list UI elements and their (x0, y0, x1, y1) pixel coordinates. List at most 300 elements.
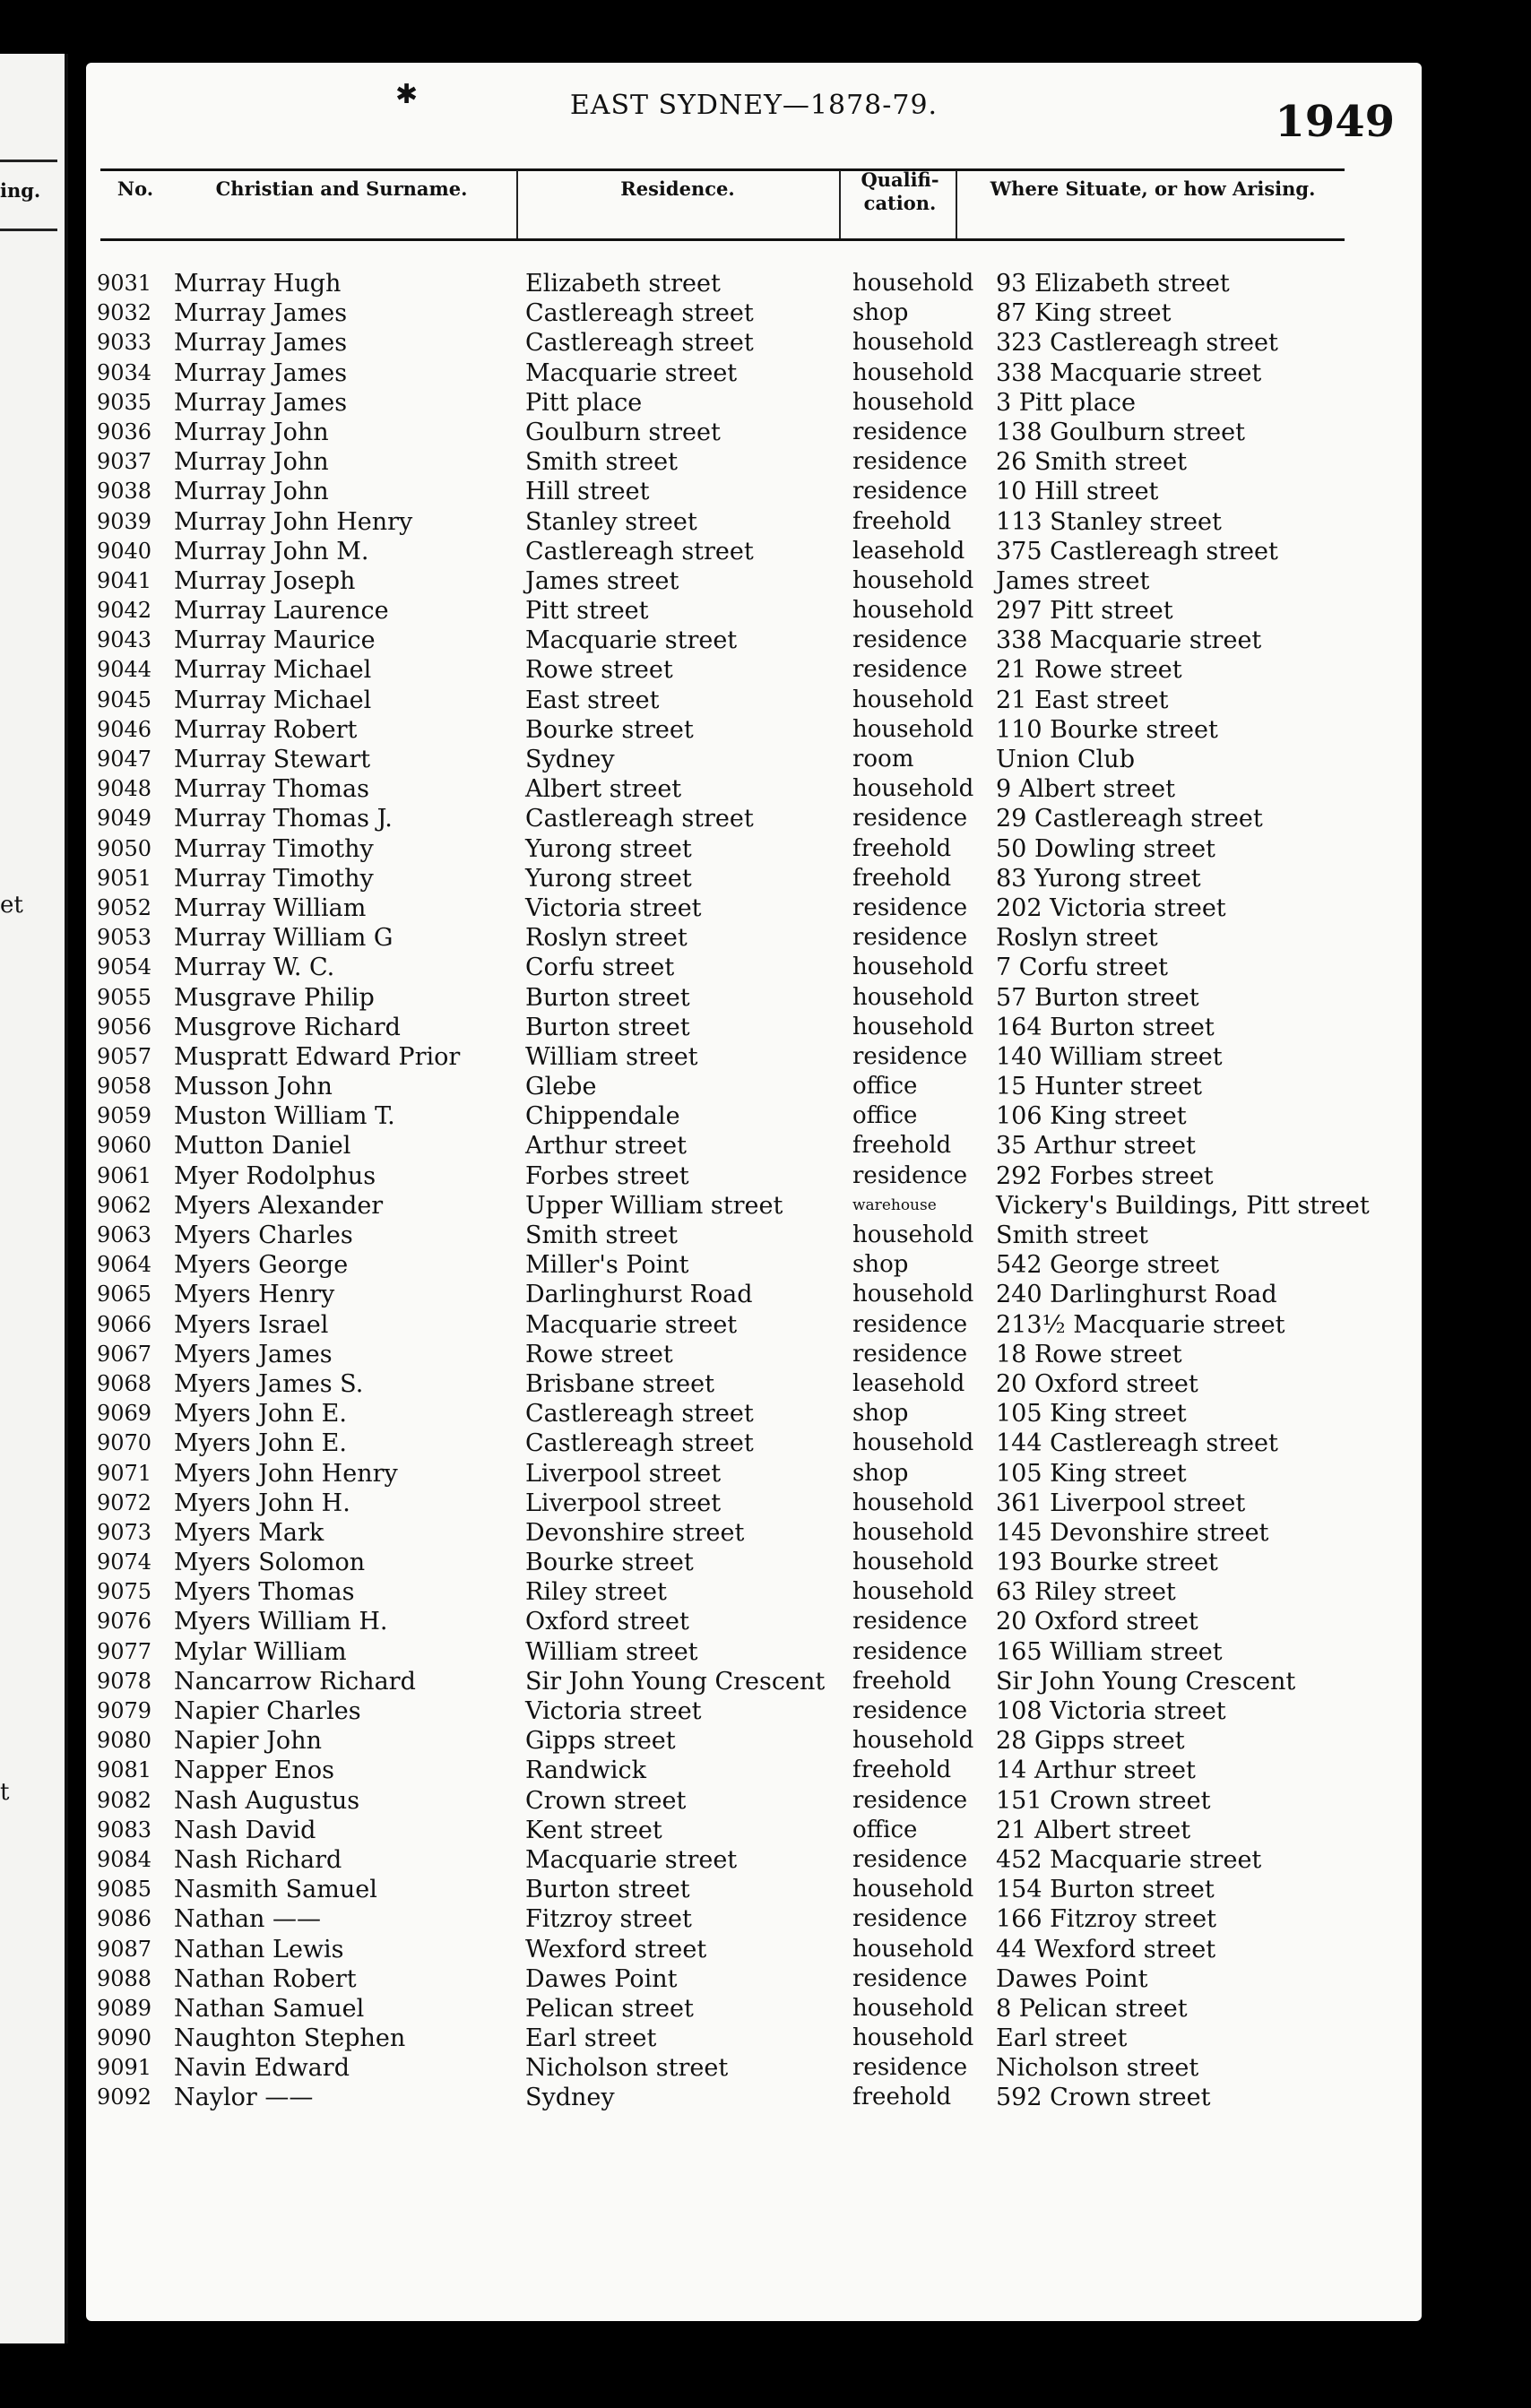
where-situate: 105 King street (996, 1459, 1187, 1488)
qualification: office (852, 1816, 918, 1843)
entry-number: 9058 (97, 1074, 152, 1100)
where-situate: 338 Macquarie street (996, 358, 1262, 387)
entry-number: 9072 (97, 1489, 152, 1515)
entry-number: 9036 (97, 419, 152, 444)
residence: Pitt place (525, 388, 643, 417)
residence: Liverpool street (525, 1459, 722, 1488)
where-situate: 165 William street (996, 1637, 1223, 1666)
residence: Rowe street (525, 656, 673, 685)
residence: Burton street (525, 1013, 690, 1041)
qualification: residence (852, 1697, 968, 1724)
voter-name: Myers John E. (174, 1400, 347, 1428)
qualification: household (852, 1221, 974, 1248)
residence: Goulburn street (525, 418, 721, 446)
voter-name: Musgrave Philip (174, 983, 375, 1012)
voter-name: Nash Richard (174, 1845, 342, 1874)
table-row (86, 1489, 1422, 1518)
qualification: household (852, 270, 974, 297)
where-situate: 20 Oxford street (996, 1608, 1198, 1636)
entry-number: 9057 (97, 1043, 152, 1069)
entry-number: 9083 (97, 1817, 152, 1843)
where-situate: Sir John Young Crescent (996, 1667, 1296, 1696)
qualification: household (852, 1994, 974, 2022)
table-row (86, 923, 1422, 953)
qualification: residence (852, 1042, 968, 1070)
where-situate: Earl street (996, 2024, 1128, 2053)
page-title: EAST SYDNEY—1878-79. (569, 90, 938, 121)
residence: Wexford street (525, 1935, 707, 1964)
entry-number: 9080 (97, 1728, 152, 1754)
voter-name: Napier Charles (174, 1697, 361, 1725)
entry-number: 9076 (97, 1609, 152, 1635)
voter-name: Myers Thomas (174, 1578, 355, 1607)
residence: Arthur street (525, 1132, 687, 1161)
table-row (86, 477, 1422, 506)
table-row (86, 596, 1422, 626)
table-row (86, 1696, 1422, 1726)
previous-page-fragment: et (0, 892, 23, 919)
table-row (86, 1072, 1422, 1101)
entry-number: 9086 (97, 1906, 152, 1932)
entry-number: 9035 (97, 389, 152, 415)
qualification: freehold (852, 1756, 952, 1784)
where-situate: 292 Forbes street (996, 1161, 1214, 1190)
qualification: residence (852, 656, 968, 684)
table-row (86, 1161, 1422, 1191)
table-row (86, 1101, 1422, 1131)
residence: Sydney (525, 2084, 615, 2112)
qualification: household (852, 715, 974, 743)
entry-number: 9037 (97, 449, 152, 475)
previous-page-rule (0, 229, 57, 231)
where-situate: 44 Wexford street (996, 1935, 1216, 1964)
voter-name: Murray Robert (174, 715, 358, 744)
qualification: shop (852, 1400, 909, 1428)
where-situate: 202 Victoria street (996, 893, 1226, 922)
qualification: residence (852, 924, 968, 952)
qualification: household (852, 1281, 974, 1308)
ink-blot-ornament: ✱ (395, 79, 419, 110)
entry-number: 9066 (97, 1311, 152, 1337)
residence: Crown street (525, 1786, 687, 1815)
table-row (86, 1994, 1422, 2024)
residence: Devonshire street (525, 1518, 745, 1547)
voter-name: Nash Augustus (174, 1786, 360, 1815)
residence: Corfu street (525, 954, 675, 982)
table-row (86, 626, 1422, 655)
residence: Smith street (525, 1221, 678, 1249)
residence: Kent street (525, 1816, 662, 1844)
table-row (86, 1131, 1422, 1161)
voter-name: Myers Mark (174, 1518, 324, 1547)
entry-number: 9077 (97, 1638, 152, 1664)
voter-name: Myers James S. (174, 1369, 364, 1398)
table-row (86, 1548, 1422, 1577)
qualification: residence (852, 1310, 968, 1338)
where-situate: 15 Hunter street (996, 1073, 1203, 1101)
where-situate: 145 Devonshire street (996, 1518, 1269, 1547)
table-row (86, 1935, 1422, 1964)
entry-number: 9067 (97, 1341, 152, 1367)
qualification: office (852, 1102, 918, 1130)
table-row (86, 1280, 1422, 1309)
column-header-residence: Residence. (620, 177, 735, 200)
voter-name: Murray Laurence (174, 597, 389, 626)
where-situate: 10 Hill street (996, 478, 1159, 506)
where-situate: 154 Burton street (996, 1876, 1215, 1904)
entry-number: 9052 (97, 894, 152, 920)
residence: Bourke street (525, 1549, 694, 1577)
residence: Earl street (525, 2024, 657, 2053)
entry-number: 9088 (97, 1965, 152, 1991)
voter-name: Naughton Stephen (174, 2024, 406, 2053)
residence: Macquarie street (525, 626, 738, 655)
voter-name: Nancarrow Richard (174, 1667, 416, 1696)
qualification: household (852, 2024, 974, 2052)
where-situate: Smith street (996, 1221, 1148, 1249)
voter-name: Myers John Henry (174, 1459, 398, 1488)
qualification: shop (852, 299, 909, 327)
voter-name: Nash David (174, 1816, 316, 1844)
residence: Victoria street (525, 893, 702, 922)
entry-number: 9073 (97, 1519, 152, 1545)
residence: Glebe (525, 1073, 597, 1101)
voter-name: Myer Rodolphus (174, 1161, 376, 1190)
entry-number: 9082 (97, 1787, 152, 1813)
where-situate: 113 Stanley street (996, 507, 1222, 536)
entry-number: 9068 (97, 1370, 152, 1396)
qualification: residence (852, 478, 968, 505)
entry-number: 9040 (97, 538, 152, 564)
residence: Sydney (525, 746, 615, 773)
entry-number: 9038 (97, 479, 152, 505)
residence: Dawes Point (525, 1964, 678, 1993)
qualification: household (852, 1935, 974, 1963)
entry-number: 9041 (97, 567, 152, 593)
where-situate: Roslyn street (996, 924, 1158, 953)
voter-name: Murray Michael (174, 686, 372, 714)
qualification: household (852, 686, 974, 713)
voter-name: Nathan Robert (174, 1964, 357, 1993)
table-row (86, 566, 1422, 596)
where-situate: Nicholson street (996, 2054, 1199, 2083)
where-situate: 93 Elizabeth street (996, 270, 1230, 298)
column-header-where: Where Situate, or how Arising. (990, 177, 1316, 200)
voter-name: Muspratt Edward Prior (174, 1042, 461, 1071)
entry-number: 9053 (97, 925, 152, 951)
table-row (86, 418, 1422, 447)
entry-number: 9079 (97, 1698, 152, 1723)
residence: Pitt street (525, 597, 649, 626)
qualification: warehouse (852, 1195, 937, 1214)
entry-number: 9071 (97, 1460, 152, 1486)
residence: Forbes street (525, 1161, 689, 1190)
entry-number: 9043 (97, 627, 152, 653)
header-bottom-rule (100, 238, 1345, 241)
previous-page-fragment: t (0, 1779, 10, 1806)
voter-name: Navin Edward (174, 2054, 350, 2083)
residence: Castlereagh street (525, 329, 754, 358)
voter-name: Murray Hugh (174, 270, 342, 298)
qualification: residence (852, 1905, 968, 1933)
qualification: household (852, 954, 974, 981)
voter-name: Myers James (174, 1340, 333, 1368)
residence: Miller's Point (525, 1251, 689, 1280)
column-header-no: No. (117, 177, 154, 200)
entry-number: 9063 (97, 1222, 152, 1247)
qualification: freehold (852, 1667, 952, 1695)
residence: Rowe street (525, 1340, 673, 1368)
residence: Roslyn street (525, 924, 688, 953)
where-situate: 105 King street (996, 1400, 1187, 1428)
voter-name: Murray Michael (174, 656, 372, 685)
residence: William street (525, 1042, 698, 1071)
qualification: residence (852, 893, 968, 921)
table-row (86, 1964, 1422, 1994)
entry-number: 9050 (97, 835, 152, 861)
entry-number: 9032 (97, 300, 152, 326)
previous-page-header-fragment: ing. (0, 179, 41, 202)
residence: Pelican street (525, 1994, 694, 2023)
where-situate: 21 East street (996, 686, 1169, 714)
residence: Chippendale (525, 1102, 680, 1131)
residence: Oxford street (525, 1608, 689, 1636)
entry-number: 9081 (97, 1757, 152, 1783)
previous-page-rule (0, 160, 57, 162)
where-situate: Union Club (996, 746, 1135, 773)
entry-number: 9047 (97, 747, 152, 772)
voter-name: Murray John (174, 448, 329, 477)
voter-name: Murray James (174, 299, 348, 328)
residence: Albert street (525, 775, 682, 804)
table-row (86, 1340, 1422, 1369)
table-row (86, 953, 1422, 982)
entry-number: 9059 (97, 1103, 152, 1129)
where-situate: 164 Burton street (996, 1013, 1215, 1041)
qualification: residence (852, 1608, 968, 1636)
where-situate: 21 Albert street (996, 1816, 1191, 1844)
voter-name: Murray Timothy (174, 864, 374, 893)
residence: William street (525, 1637, 698, 1666)
residence: Sir John Young Crescent (525, 1667, 826, 1696)
residence: Victoria street (525, 1697, 702, 1725)
residence: Fitzroy street (525, 1905, 692, 1934)
voter-name: Murray James (174, 388, 348, 417)
entry-number: 9087 (97, 1936, 152, 1962)
where-situate: 7 Corfu street (996, 954, 1168, 982)
qualification: household (852, 1429, 974, 1457)
qualification: household (852, 1518, 974, 1546)
entry-number: 9070 (97, 1430, 152, 1456)
voter-name: Murray John Henry (174, 507, 413, 536)
header-top-rule (100, 168, 1345, 171)
voter-name: Murray James (174, 358, 348, 387)
where-situate: 213½ Macquarie street (996, 1310, 1285, 1339)
voter-name: Murray John M. (174, 537, 369, 565)
where-situate: 8 Pelican street (996, 1994, 1188, 2023)
qualification: household (852, 1549, 974, 1576)
voter-name: Muston William T. (174, 1102, 395, 1131)
voter-name: Myers Charles (174, 1221, 353, 1249)
table-row (86, 1042, 1422, 1072)
where-situate: 35 Arthur street (996, 1132, 1196, 1161)
where-situate: 452 Macquarie street (996, 1845, 1262, 1874)
qualification: household (852, 388, 974, 416)
qualification: residence (852, 2054, 968, 2082)
table-row (86, 1756, 1422, 1785)
page-number: 1949 (1275, 97, 1395, 147)
voter-name: Murray W. C. (174, 954, 335, 982)
table-row (86, 1726, 1422, 1756)
where-situate: 57 Burton street (996, 983, 1199, 1012)
entry-number: 9091 (97, 2055, 152, 2081)
table-row (86, 447, 1422, 477)
table-row (86, 507, 1422, 537)
where-situate: 338 Macquarie street (996, 626, 1262, 655)
table-row (86, 1637, 1422, 1667)
table-row (86, 1667, 1422, 1696)
where-situate: 106 King street (996, 1102, 1187, 1131)
where-situate: 110 Bourke street (996, 715, 1218, 744)
entry-number: 9051 (97, 865, 152, 891)
voter-name: Myers Solomon (174, 1549, 366, 1577)
entry-number: 9078 (97, 1668, 152, 1694)
voter-name: Murray Maurice (174, 626, 376, 655)
table-row (86, 269, 1422, 298)
residence: Castlereagh street (525, 805, 754, 833)
residence: Randwick (525, 1756, 646, 1785)
table-row (86, 1904, 1422, 1934)
table-row (86, 1399, 1422, 1428)
residence: Darlinghurst Road (525, 1281, 753, 1309)
residence: Macquarie street (525, 1845, 738, 1874)
voter-name: Myers Henry (174, 1281, 335, 1309)
table-row (86, 864, 1422, 893)
voter-name: Musgrove Richard (174, 1013, 401, 1041)
voter-name: Myers William H. (174, 1608, 388, 1636)
entry-number: 9046 (97, 716, 152, 742)
voter-name: Myers John E. (174, 1429, 347, 1458)
residence: Gipps street (525, 1727, 676, 1756)
qualification: office (852, 1073, 918, 1100)
residence: Stanley street (525, 507, 697, 536)
entry-number: 9044 (97, 657, 152, 683)
column-divider (516, 170, 518, 240)
qualification: household (852, 775, 974, 803)
entry-number: 9033 (97, 330, 152, 356)
voter-name: Murray John (174, 478, 329, 506)
table-row (86, 686, 1422, 715)
entry-number: 9048 (97, 776, 152, 802)
qualification: shop (852, 1251, 909, 1279)
where-situate: 323 Castlereagh street (996, 329, 1278, 358)
where-situate: 28 Gipps street (996, 1727, 1185, 1756)
table-row (86, 1428, 1422, 1458)
voter-name: Murray William G (174, 924, 394, 953)
column-header-qualification: Qualifi-cation. (861, 168, 939, 214)
voter-name: Murray John (174, 418, 329, 446)
qualification: household (852, 1876, 974, 1903)
table-row (86, 1577, 1422, 1607)
table-row (86, 1816, 1422, 1845)
residence: Burton street (525, 1876, 690, 1904)
voter-name: Murray William (174, 893, 367, 922)
where-situate: 108 Victoria street (996, 1697, 1226, 1725)
residence: Yurong street (525, 864, 692, 893)
table-row (86, 1250, 1422, 1280)
where-situate: 29 Castlereagh street (996, 805, 1263, 833)
entry-number: 9085 (97, 1877, 152, 1903)
where-situate: 26 Smith street (996, 448, 1187, 477)
table-row (86, 1875, 1422, 1904)
table-row (86, 388, 1422, 418)
residence: Burton street (525, 983, 690, 1012)
residence: Castlereagh street (525, 537, 754, 565)
table-row (86, 537, 1422, 566)
residence: Castlereagh street (525, 299, 754, 328)
entry-number: 9031 (97, 271, 152, 296)
entry-number: 9069 (97, 1401, 152, 1427)
table-row (86, 715, 1422, 745)
voter-name: Murray Thomas J. (174, 805, 393, 833)
where-situate: 50 Dowling street (996, 834, 1215, 863)
voter-name: Napier John (174, 1727, 322, 1756)
voter-name: Myers John H. (174, 1489, 350, 1517)
where-situate: 63 Riley street (996, 1578, 1176, 1607)
where-situate: 3 Pitt place (996, 388, 1136, 417)
where-situate: 14 Arthur street (996, 1756, 1196, 1785)
qualification: shop (852, 1459, 909, 1487)
voter-name: Mutton Daniel (174, 1132, 351, 1161)
voter-name: Murray Timothy (174, 834, 374, 863)
qualification: household (852, 566, 974, 594)
qualification: residence (852, 1637, 968, 1665)
table-row (86, 1845, 1422, 1875)
table-row (86, 358, 1422, 388)
entry-number: 9075 (97, 1579, 152, 1605)
voter-name: Nathan Lewis (174, 1935, 344, 1964)
voter-name: Myers George (174, 1251, 349, 1280)
entry-number: 9049 (97, 806, 152, 832)
entry-number: 9089 (97, 1995, 152, 2021)
table-row (86, 804, 1422, 833)
entry-number: 9060 (97, 1133, 152, 1159)
qualification: leasehold (852, 537, 965, 565)
table-row (86, 1459, 1422, 1489)
voter-name: Nathan —— (174, 1905, 322, 1934)
entry-number: 9092 (97, 2084, 152, 2110)
qualification: household (852, 1013, 974, 1040)
table-row (86, 1518, 1422, 1548)
qualification: household (852, 329, 974, 357)
qualification: household (852, 983, 974, 1011)
voter-name: Murray Stewart (174, 746, 371, 773)
residence: Elizabeth street (525, 270, 721, 298)
where-situate: 375 Castlereagh street (996, 537, 1278, 565)
residence: Bourke street (525, 715, 694, 744)
voter-name: Myers Alexander (174, 1191, 384, 1220)
qualification: residence (852, 1340, 968, 1368)
residence: Smith street (525, 448, 678, 477)
entry-number: 9055 (97, 984, 152, 1010)
qualification: residence (852, 626, 968, 654)
qualification: household (852, 597, 974, 625)
voter-name: Musson John (174, 1073, 333, 1101)
table-row (86, 1221, 1422, 1250)
where-situate: 9 Albert street (996, 775, 1175, 804)
where-situate: 166 Fitzroy street (996, 1905, 1216, 1934)
residence: Brisbane street (525, 1369, 714, 1398)
